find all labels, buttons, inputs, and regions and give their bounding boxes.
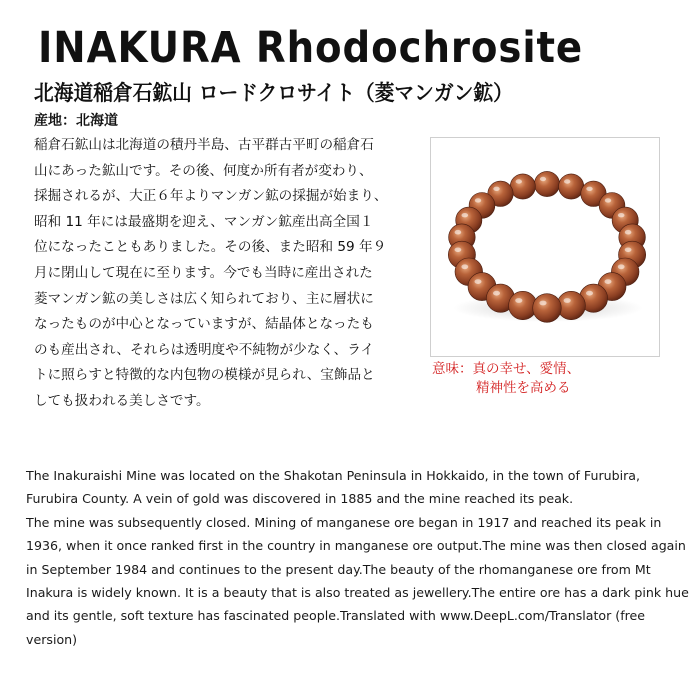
bead-highlight	[625, 248, 632, 253]
jp-line: トに照らすと特徴的な内包物の模様が見られ、宝飾品と	[34, 367, 375, 384]
bead-highlight	[539, 301, 546, 306]
en-line: 1936, when it once ranked first in the country in manganese ore output.The mine was then closed again	[26, 538, 686, 554]
bead-highlight	[564, 179, 570, 183]
page-subtitle: 北海道稲倉石鉱山 ロードクロサイト（菱マンガン鉱）	[34, 81, 513, 105]
jp-line: なったものが中心となっていますが、結晶体となったも	[34, 316, 374, 333]
bead-highlight	[586, 187, 592, 191]
jp-line: 位になったこともありました。その後、また昭和 59 年９	[34, 239, 387, 256]
bead-highlight	[605, 198, 611, 202]
bead-highlight	[455, 248, 462, 253]
en-line: version)	[26, 631, 78, 647]
bead-highlight	[493, 291, 500, 296]
bracelet-image	[431, 138, 659, 356]
en-line: Inakura is widely known. It is a beauty that is also treated as jewellery.The entire ore has a dark pink hue	[26, 585, 689, 601]
meaning-line-2: 精神性を高める	[476, 380, 571, 396]
bead	[510, 174, 535, 199]
en-line: The mine was subsequently closed. Mining of manganese ore began in 1917 and reached its peak in	[26, 514, 662, 530]
en-line: in September 1984 and continues to the present day.The beauty of the rhomanganese ore from Mt	[26, 561, 651, 577]
jp-line: 採掘されるが、大正６年よりマンガン鉱の採掘が始まり、	[34, 188, 388, 205]
product-photo	[430, 137, 660, 357]
page-title: INAKURA Rhodochrosite	[38, 23, 584, 73]
bead-highlight	[493, 187, 499, 191]
jp-line: 菱マンガン鉱の美しさは広く知られており、主に層状に	[34, 290, 374, 307]
origin-label: 産地：北海道	[34, 113, 118, 129]
en-line: and its gentle, soft texture has fascinated people.Translated with www.DeepL.com/Translator (free	[26, 608, 646, 624]
bead	[533, 294, 562, 323]
bead-highlight	[475, 198, 481, 202]
jp-line: 山にあった鉱山です。その後、何度か所有者が変わり、	[34, 162, 373, 179]
bead-highlight	[618, 264, 625, 269]
jp-line: 稲倉石鉱山は北海道の積丹半島、古平群古平町の稲倉石	[34, 137, 374, 153]
jp-line: のも産出され、それらは透明度や不純物が少なく、ライ	[34, 341, 374, 358]
jp-line: しても扱われる美しさです。	[34, 392, 210, 409]
bead-highlight	[618, 213, 625, 217]
bead-highlight	[515, 298, 522, 303]
bead-highlight	[605, 279, 612, 284]
bead-highlight	[462, 213, 469, 217]
english-description	[26, 464, 689, 651]
bead-highlight	[625, 230, 632, 235]
bead-highlight	[475, 279, 482, 284]
jp-line: 昭和 11 年には最盛期を迎え、マンガン鉱産出高全国１	[34, 213, 374, 230]
bead-highlight	[586, 291, 593, 296]
meaning-note	[432, 360, 580, 398]
bead-highlight	[455, 230, 462, 235]
bead-highlight	[540, 177, 546, 181]
jp-line: 月に閉山して現在に至ります。今でも当時に産出された	[34, 264, 373, 281]
meaning-line-1: 意味：真の幸せ、愛情、	[432, 361, 581, 377]
bead-highlight	[516, 179, 522, 183]
en-line: Furubira County. A vein of gold was discovered in 1885 and the mine reached its peak.	[26, 491, 574, 507]
bead-highlight	[461, 264, 468, 269]
bead	[559, 174, 584, 199]
bead-highlight	[564, 298, 571, 303]
en-line: The Inakuraishi Mine was located on the Shakotan Peninsula in Hokkaido, in the town of Furubira,	[26, 468, 640, 483]
japanese-description	[34, 133, 406, 415]
bead	[534, 171, 559, 196]
